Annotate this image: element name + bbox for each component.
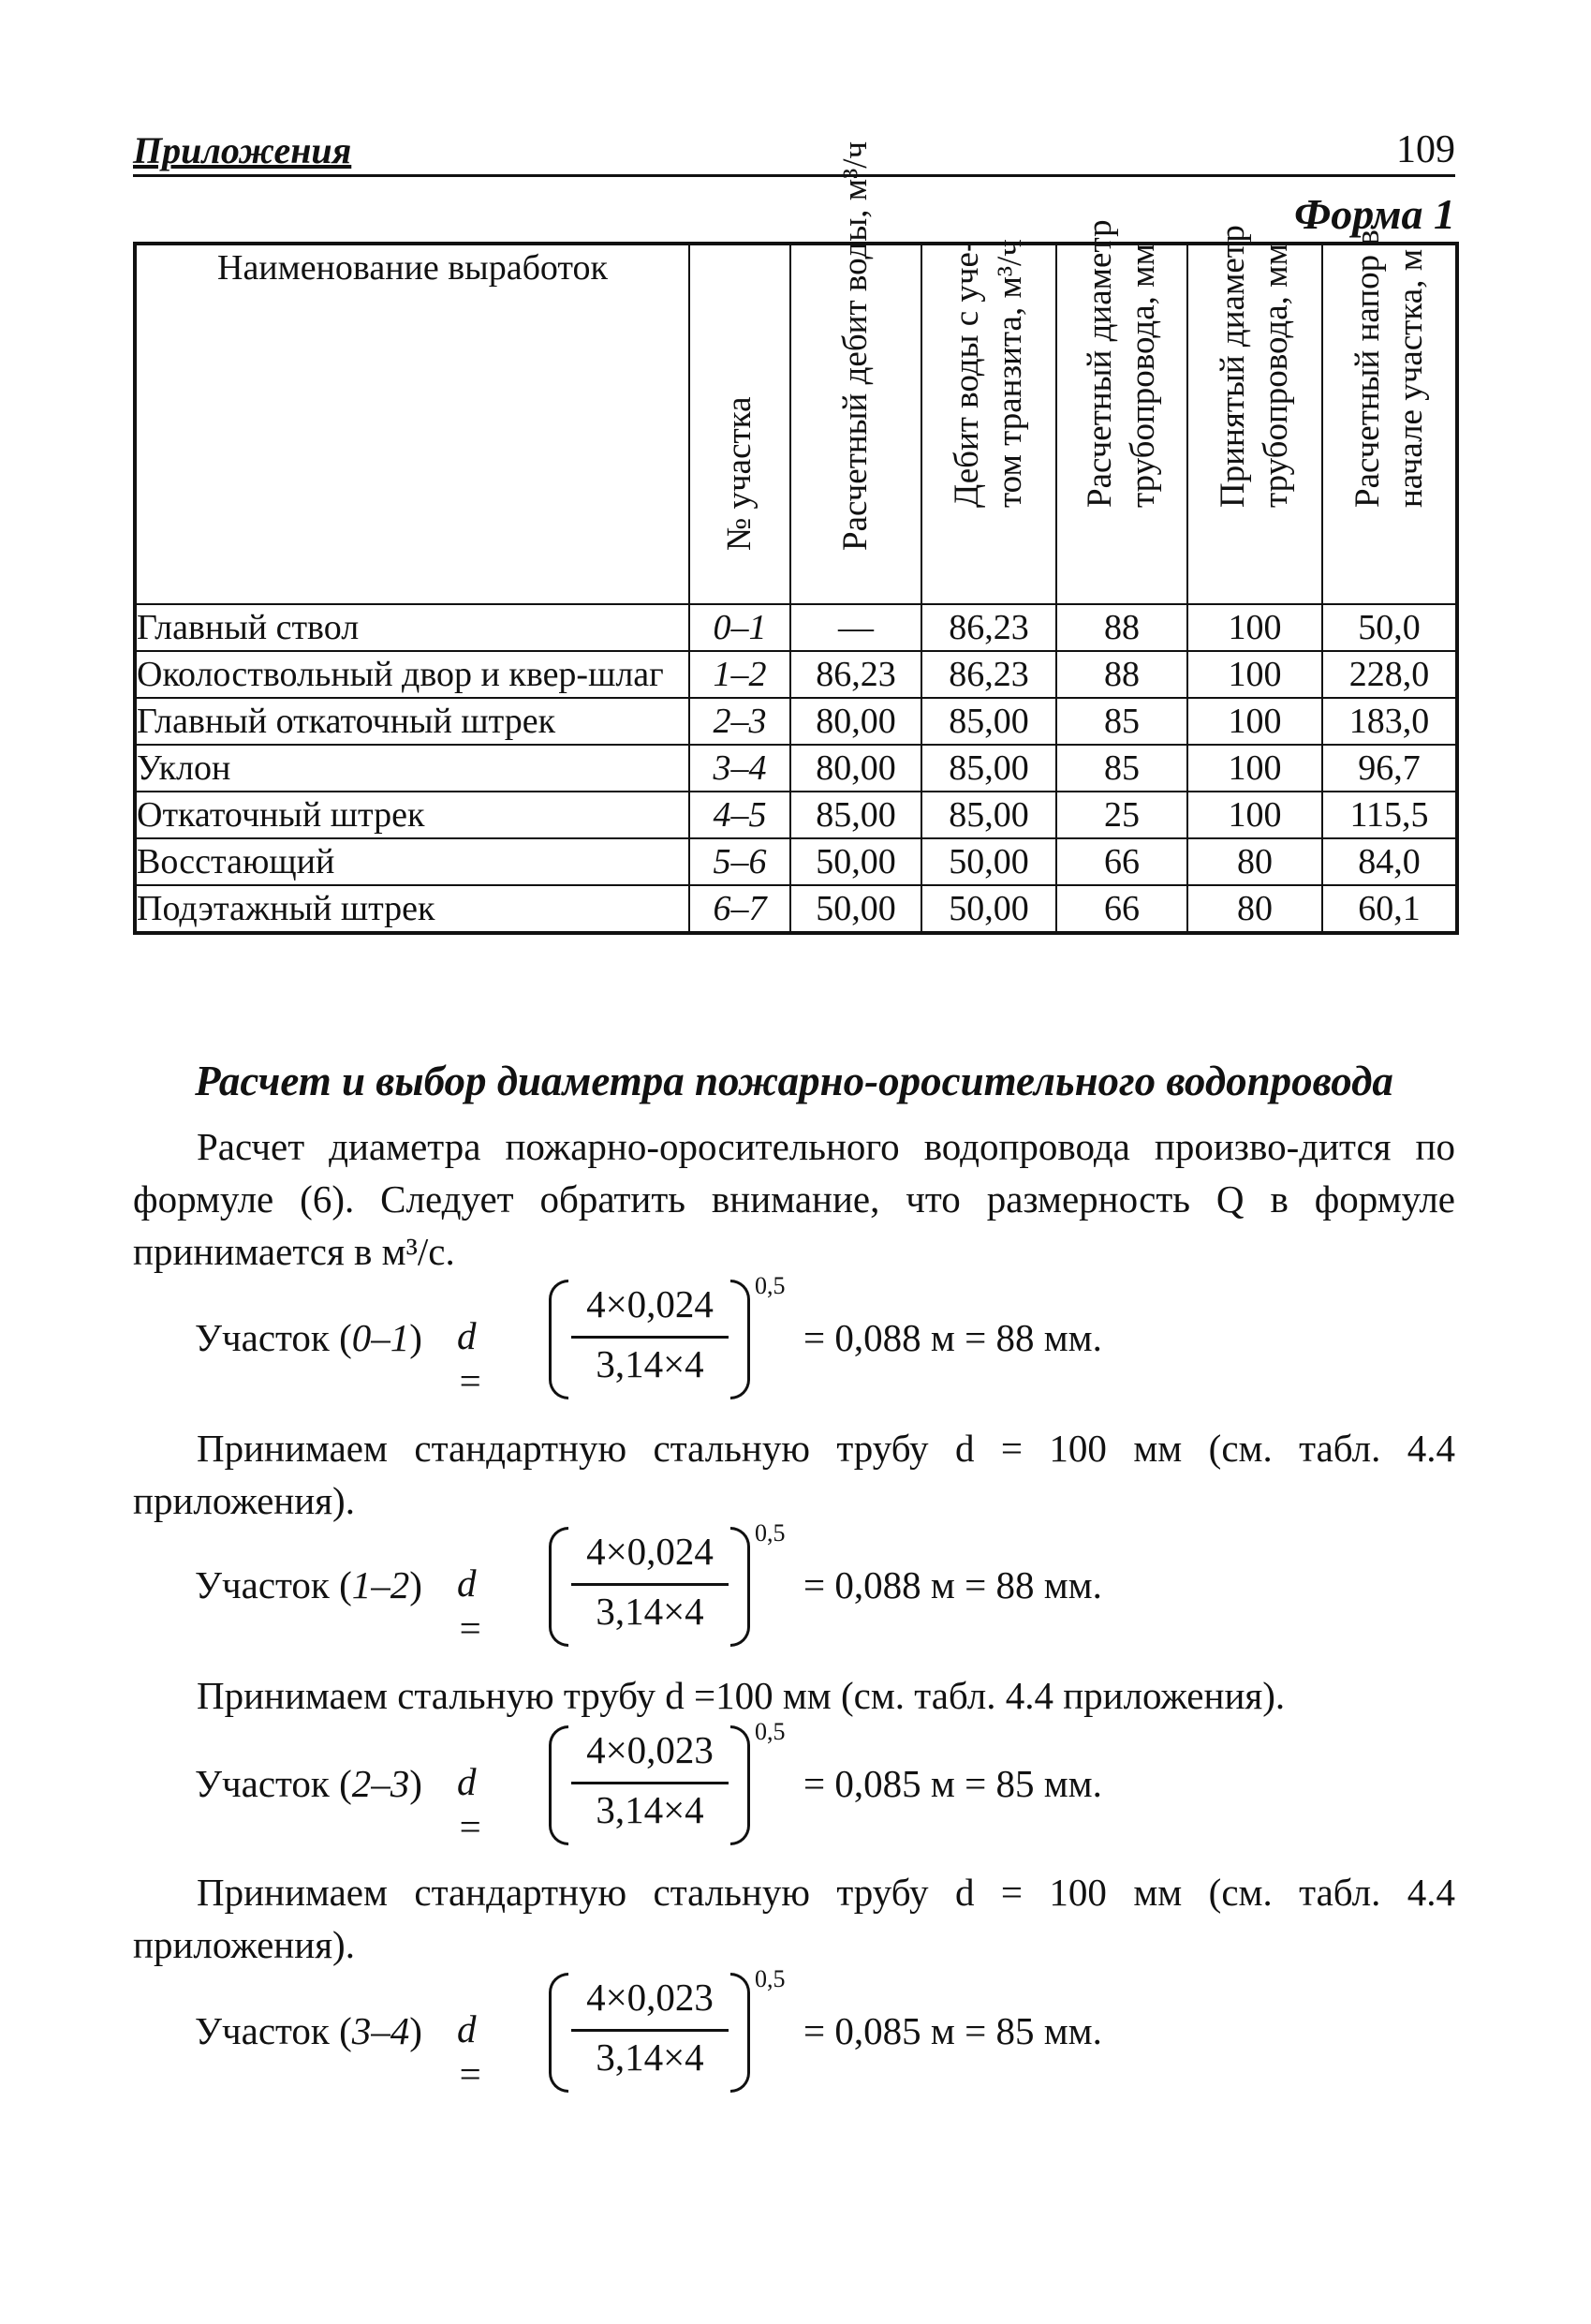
cell-head: 183,0 (1322, 698, 1457, 745)
cell-name: Откаточный штрек (135, 792, 689, 838)
table-row (135, 792, 1457, 838)
intro-paragraph: Расчет диаметра пожарно-оросительного водопровода произво-дится по формуле (6). Следует обратить внимание, что размерность Q в формуле принимается в м³/с. (133, 1125, 1455, 1273)
header-section-text: № участка (720, 396, 759, 551)
formula-result: = 0,085 м = 85 мм. (803, 2009, 1102, 2052)
cell-design-diameter: 25 (1056, 792, 1187, 838)
header-head-text: Расчетный напор в начале участка, м (1348, 229, 1430, 508)
left-paren (549, 1725, 568, 1845)
cell-name: Уклон (135, 745, 689, 792)
cell-accepted-diameter: 100 (1187, 792, 1322, 838)
cell-design-flow: 85,00 (790, 792, 921, 838)
cell-name: Околоствольный двор и квер-шлаг (135, 651, 689, 698)
left-paren (549, 1280, 568, 1399)
cell-design-flow: 80,00 (790, 745, 921, 792)
header-flow-transit-text: Дебит воды с уче- том транзита, м³/ч (948, 239, 1029, 508)
formula-exponent: 0,5 (755, 1519, 786, 1547)
formula-label: Участок (3–4) (195, 2009, 422, 2052)
left-paren (549, 1527, 568, 1647)
header-design-flow (790, 141, 921, 604)
table-row (135, 604, 1457, 651)
formula-section: 3–4 (351, 2009, 410, 2052)
table-row (135, 651, 1457, 698)
cell-name: Восстающий (135, 838, 689, 885)
note-paragraph: Принимаем стандартную стальную трубу d = 100 мм (см. табл. 4.4 приложения). (133, 1427, 1455, 1522)
header-design-diameter-text: Расчетный диаметр трубопровода, мм (1081, 219, 1162, 508)
note-paragraph: Принимаем стандартную стальную трубу d = 100 мм (см. табл. 4.4 приложения). (133, 1871, 1455, 1966)
cell-design-flow: 86,23 (790, 651, 921, 698)
formula-label: Участок (2–3) (195, 1762, 422, 1805)
formula-denominator: 3,14×4 (596, 1342, 704, 1385)
table-row (135, 838, 1457, 885)
formula-result: = 0,088 м = 88 мм. (803, 1316, 1102, 1359)
formula-section: 2–3 (351, 1762, 410, 1805)
formula-label: Участок (0–1) (195, 1316, 422, 1359)
cell-flow-transit: 86,23 (921, 604, 1056, 651)
cell-section: 6–7 (689, 885, 790, 933)
cell-name: Главный ствол (135, 604, 689, 651)
cell-section: 5–6 (689, 838, 790, 885)
cell-flow-transit: 85,00 (921, 745, 1056, 792)
table-row (135, 698, 1457, 745)
formula-numerator: 4×0,024 (586, 1282, 714, 1325)
formula-numerator: 4×0,023 (586, 1728, 714, 1771)
formula-label: Участок (1–2) (195, 1563, 422, 1606)
cell-design-flow: 80,00 (790, 698, 921, 745)
cell-flow-transit: 85,00 (921, 792, 1056, 838)
fraction-bar (571, 1336, 729, 1339)
left-paren (549, 1973, 568, 2093)
right-paren (730, 1280, 750, 1399)
page-number: 109 (1396, 128, 1455, 171)
cell-accepted-diameter: 80 (1187, 885, 1322, 933)
cell-head: 84,0 (1322, 838, 1457, 885)
cell-name: Подэтажный штрек (135, 885, 689, 933)
cell-section: 0–1 (689, 604, 790, 651)
cell-section: 3–4 (689, 745, 790, 792)
form-label: Форма 1 (1294, 190, 1455, 238)
running-head (133, 129, 1455, 177)
formula-exponent: 0,5 (755, 1272, 786, 1299)
cell-head: 60,1 (1322, 885, 1457, 933)
cell-design-flow: — (790, 604, 921, 651)
cell-flow-transit: 50,00 (921, 885, 1056, 933)
table-row (135, 745, 1457, 792)
formula-section: 1–2 (351, 1563, 410, 1606)
formula-exponent: 0,5 (755, 1718, 786, 1745)
cell-head: 228,0 (1322, 651, 1457, 698)
header-name: Наименование выработок (135, 244, 689, 604)
formula-denominator: 3,14×4 (596, 2035, 704, 2079)
cell-head: 96,7 (1322, 745, 1457, 792)
header-head (1322, 229, 1457, 604)
cell-design-flow: 50,00 (790, 885, 921, 933)
cell-design-diameter: 85 (1056, 698, 1187, 745)
cell-accepted-diameter: 100 (1187, 604, 1322, 651)
running-head-title: Приложения (133, 129, 352, 171)
cell-accepted-diameter: 80 (1187, 838, 1322, 885)
formula-d: d = (457, 1314, 483, 1402)
cell-design-diameter: 85 (1056, 745, 1187, 792)
fraction-bar (571, 1782, 729, 1784)
formula-section: 0–1 (351, 1316, 410, 1359)
cell-section: 2–3 (689, 698, 790, 745)
formula-d: d = (457, 1562, 483, 1650)
note-paragraph: Принимаем стальную трубу d =100 мм (см. табл. 4.4 приложения). (197, 1674, 1286, 1717)
cell-design-diameter: 66 (1056, 838, 1187, 885)
header-design-diameter (1056, 219, 1187, 604)
header-design-flow-text: Расчетный дебит воды, м³/ч (836, 141, 875, 551)
cell-head: 115,5 (1322, 792, 1457, 838)
section-title: Расчет и выбор диаметра пожарно-оросительного водопровода (195, 1058, 1393, 1104)
header-accepted-diameter-text: Принятый диаметр трубопровода, мм (1214, 225, 1295, 508)
right-paren (730, 1527, 750, 1647)
fraction-bar (571, 1583, 729, 1586)
cell-flow-transit: 85,00 (921, 698, 1056, 745)
cell-flow-transit: 86,23 (921, 651, 1056, 698)
cell-design-diameter: 66 (1056, 885, 1187, 933)
cell-accepted-diameter: 100 (1187, 698, 1322, 745)
formula-denominator: 3,14×4 (596, 1590, 704, 1633)
formula-d: d = (457, 2007, 483, 2095)
cell-design-flow: 50,00 (790, 838, 921, 885)
right-paren (730, 1725, 750, 1845)
cell-head: 50,0 (1322, 604, 1457, 651)
table-body (135, 604, 1457, 933)
cell-section: 4–5 (689, 792, 790, 838)
cell-accepted-diameter: 100 (1187, 745, 1322, 792)
formula-numerator: 4×0,023 (586, 1976, 714, 2019)
formula-exponent: 0,5 (755, 1965, 786, 1992)
header-flow-transit (921, 239, 1056, 604)
header-accepted-diameter (1187, 225, 1322, 604)
formula-d: d = (457, 1760, 483, 1848)
cell-flow-transit: 50,00 (921, 838, 1056, 885)
cell-design-diameter: 88 (1056, 604, 1187, 651)
right-paren (730, 1973, 750, 2093)
fraction-bar (571, 2029, 729, 2032)
table-header-row (135, 244, 1457, 604)
formula-result: = 0,088 м = 88 мм. (803, 1563, 1102, 1606)
cell-accepted-diameter: 100 (1187, 651, 1322, 698)
header-section (689, 244, 790, 604)
formula-numerator: 4×0,024 (586, 1530, 714, 1573)
cell-design-diameter: 88 (1056, 651, 1187, 698)
cell-section: 1–2 (689, 651, 790, 698)
formula-denominator: 3,14×4 (596, 1788, 704, 1831)
table-row (135, 885, 1457, 933)
cell-name: Главный откаточный штрек (135, 698, 689, 745)
formula-result: = 0,085 м = 85 мм. (803, 1762, 1102, 1805)
